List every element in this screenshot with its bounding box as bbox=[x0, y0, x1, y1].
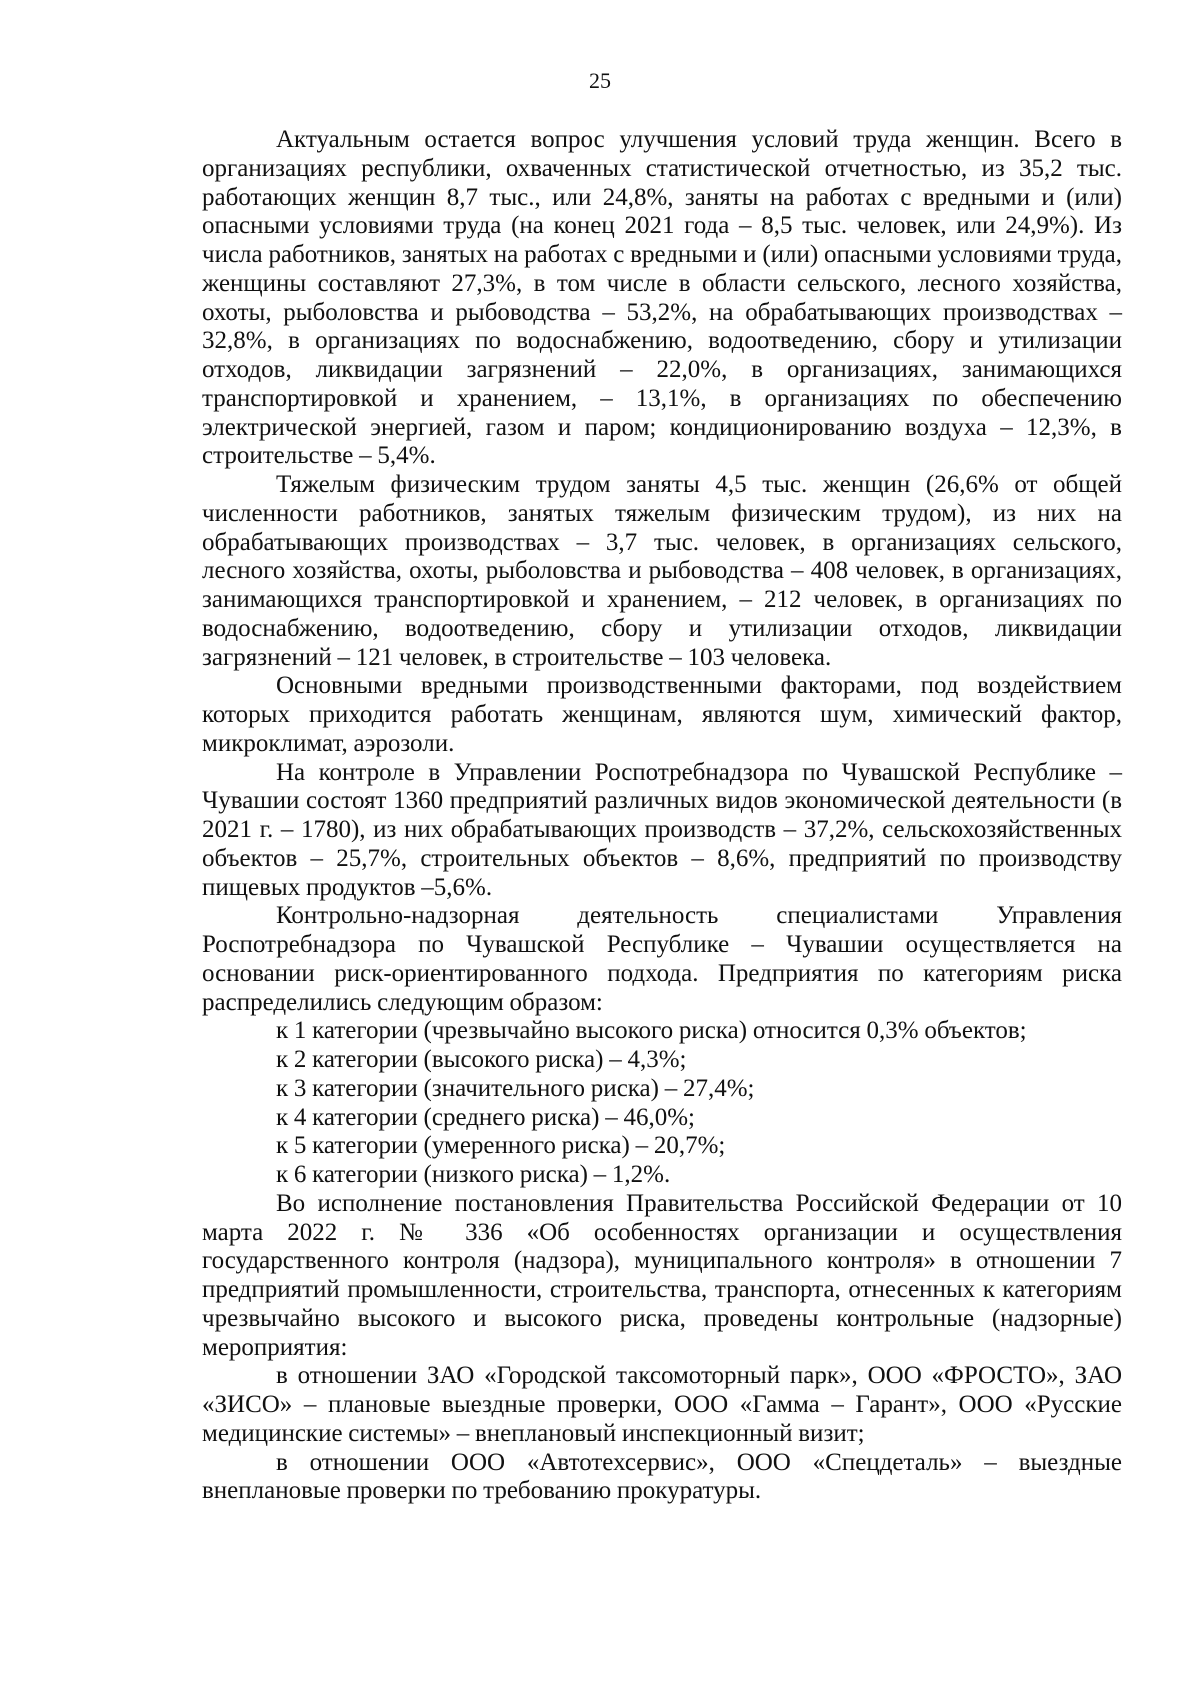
risk-category-item: к 1 категории (чрезвычайно высокого риска) относится 0,3% объектов; bbox=[276, 1017, 1027, 1045]
paragraph-risk-oriented-approach: Контрольно-надзорная деятельность специалистами Управления Роспотребнадзора по Чувашской Республике – Чувашии осуществляется на основании риск-ориентированного подхода. Предприятия по категориям риска распределились следующим образом: bbox=[202, 902, 1122, 1016]
paragraph-controlled-enterprises: На контроле в Управлении Роспотребнадзора по Чувашской Республике – Чувашии состоят 1360 предприятий различных видов экономической деятельности (в 2021 г. – 1780), из них обрабатывающих производств – 37,2%, сельскохозяйственных объектов – 25,7%, строительных объектов – 8,6%, предприятий по производству пищевых продуктов –5,6%. bbox=[202, 758, 1122, 901]
risk-category-item: к 5 категории (умеренного риска) – 20,7%; bbox=[276, 1132, 726, 1160]
body-text bbox=[202, 126, 1122, 1506]
risk-category-item: к 6 категории (низкого риска) – 1,2%. bbox=[276, 1161, 671, 1188]
page-number: 25 bbox=[589, 68, 611, 93]
paragraph-planned-inspections: в отношении ЗАО «Городской таксомоторный парк», ООО «ФРОСТО», ЗАО «ЗИСО» – плановые выездные проверки, ООО «Гамма – Гарант», ООО «Русские медицинские системы» – внеплановый инспекционный визит; bbox=[202, 1362, 1122, 1447]
paragraph-harmful-factors: Основными вредными производственными факторами, под воздействием которых приходится работать женщинам, являются шум, химический фактор, микроклимат, аэрозоли. bbox=[202, 672, 1122, 757]
paragraph-heavy-physical-labor: Тяжелым физическим трудом заняты 4,5 тыс. женщин (26,6% от общей численности работников, занятых тяжелым физическим трудом), из них на обрабатывающих производствах – 3,7 тыс. человек, в организациях сельского, лесного хозяйства, охоты, рыболовства и рыбоводства – 408 человек, в организациях, занимающихся транспортировкой и хранением, – 212 человек, в организациях по водоснабжению, водоотведению, сбору и утилизации отходов, ликвидации загрязнений – 121 человек, в строительстве – 103 человека. bbox=[202, 471, 1122, 671]
paragraph-women-working-conditions: Актуальным остается вопрос улучшения условий труда женщин. Всего в организациях республики, охваченных статистической отчетностью, из 35,2 тыс. работающих женщин 8,7 тыс., или 24,8%, заняты на работах с вредными и (или) опасными условиями труда (на конец 2021 года – 8,5 тыс. человек, или 24,9%). Из числа работников, занятых на работах с вредными и (или) опасными условиями труда, женщины составляют 27,3%, в том числе в области сельского, лесного хозяйства, охоты, рыболовства и рыбоводства – 53,2%, на обрабатывающих производствах – 32,8%, в организациях по водоснабжению, водоотведению, сбору и утилизации отходов, ликвидации загрязнений – 22,0%, в организациях, занимающихся транспортировкой и хранением, – 13,1%, в организациях по обеспечению электрической энергией, газом и паром; кондиционированию воздуха – 12,3%, в строительстве – 5,4%. bbox=[202, 126, 1122, 470]
risk-category-item: к 2 категории (высокого риска) – 4,3%; bbox=[276, 1046, 687, 1073]
risk-category-item: к 4 категории (среднего риска) – 46,0%; bbox=[276, 1103, 695, 1131]
paragraph-unplanned-inspections: в отношении ООО «Автотехсервис», ООО «Спецдеталь» – выездные внеплановые проверки по требованию прокуратуры. bbox=[202, 1448, 1122, 1505]
risk-category-item: к 3 категории (значительного риска) – 27,4%; bbox=[276, 1074, 755, 1102]
paragraph-government-decree: Во исполнение постановления Правительства Российской Федерации от 10 марта 2022 г. № 336 «Об особенностях организации и осуществления государственного контроля (надзора), муниципального контроля» в отношении 7 предприятий промышленности, строительства, транспорта, отнесенных к категориям чрезвычайно высокого и высокого риска, проведены контрольные (надзорные) мероприятия: bbox=[202, 1189, 1122, 1361]
